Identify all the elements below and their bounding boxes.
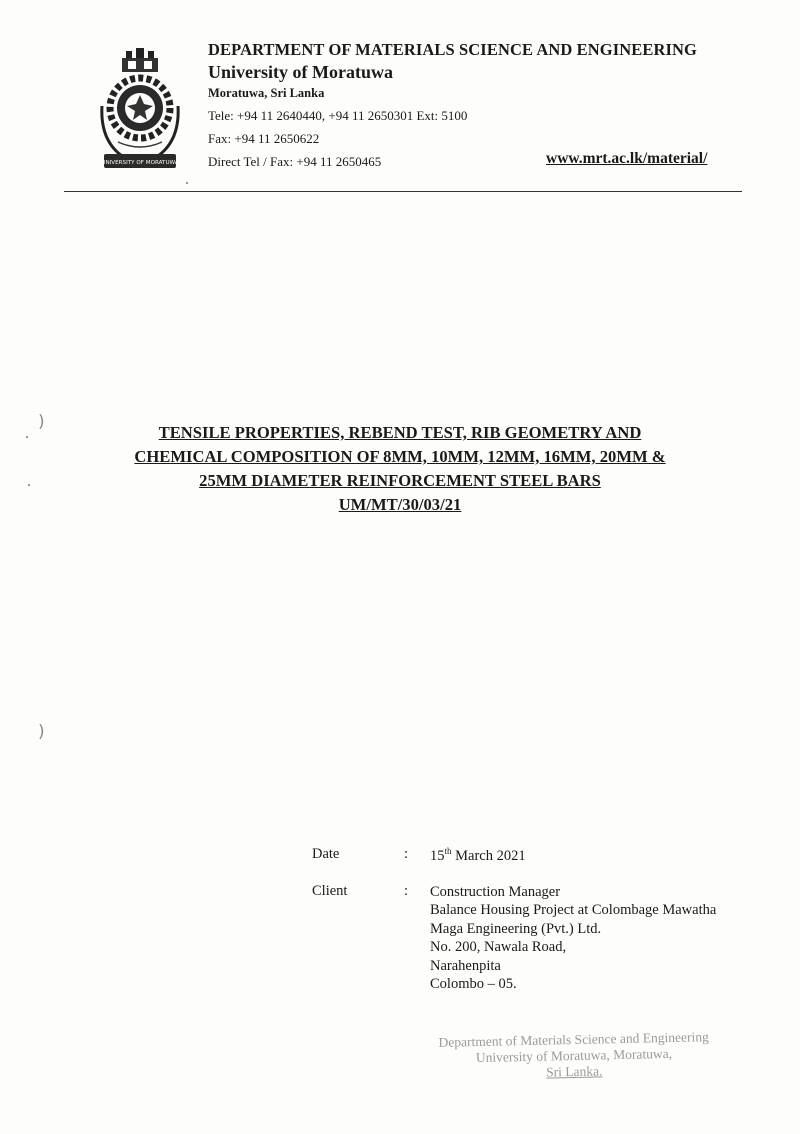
client-line: Maga Engineering (Pvt.) Ltd. [430, 920, 602, 937]
department-stamp [424, 1029, 725, 1083]
direct-tel-fax: Direct Tel / Fax: +94 11 2650465 [208, 154, 382, 169]
date-separator: : [404, 846, 409, 862]
stamp-line: University of Moratuwa, Moratuwa, [475, 1045, 673, 1066]
client-separator: : [404, 883, 409, 899]
punch-hole-mark: ) [38, 722, 45, 742]
header-divider [64, 191, 742, 192]
date-value: 15th March 2021 [430, 846, 526, 864]
scan-speck [26, 436, 28, 438]
stamp-line: Sri Lanka. [546, 1063, 603, 1080]
report-number: UM/MT/30/03/21 [338, 495, 462, 514]
scan-speck [186, 182, 188, 184]
report-title-line-3: 25MM DIAMETER REINFORCEMENT STEEL BARS [199, 471, 601, 490]
client-line: Colombo – 05. [430, 976, 517, 993]
university-name: University of Moratuwa [208, 62, 393, 82]
client-line: Balance Housing Project at Colombage Mawatha [430, 902, 717, 919]
punch-hole-mark: ) [38, 412, 45, 432]
client-label: Client [312, 883, 348, 899]
report-title-line-1: TENSILE PROPERTIES, REBEND TEST, RIB GEOMETRY AND [158, 423, 642, 442]
telephone-numbers: Tele: +94 11 2640440, +94 11 2650301 Ext: 5100 [208, 108, 468, 123]
report-title-line-2: CHEMICAL COMPOSITION OF 8MM, 10MM, 12MM, 16MM, 20MM & [134, 447, 666, 466]
client-address [430, 883, 716, 993]
university-location: Moratuwa, Sri Lanka [208, 86, 325, 100]
client-line: Construction Manager [430, 884, 561, 900]
client-line: No. 200, Nawala Road, [430, 939, 567, 956]
client-line: Narahenpita [430, 957, 501, 974]
fax-number: Fax: +94 11 2650622 [208, 131, 320, 146]
scan-speck [28, 484, 30, 486]
date-label: Date [312, 846, 340, 862]
stamp-line: Department of Materials Science and Engineering [438, 1029, 709, 1050]
university-crest-logo [98, 48, 182, 172]
department-name: DEPARTMENT OF MATERIALS SCIENCE AND ENGINEERING [208, 40, 697, 59]
report-title [70, 421, 730, 517]
crest-banner-text: UNIVERSITY OF MORATUWA [101, 160, 179, 166]
website-link[interactable]: www.mrt.ac.lk/material/ [546, 150, 708, 167]
